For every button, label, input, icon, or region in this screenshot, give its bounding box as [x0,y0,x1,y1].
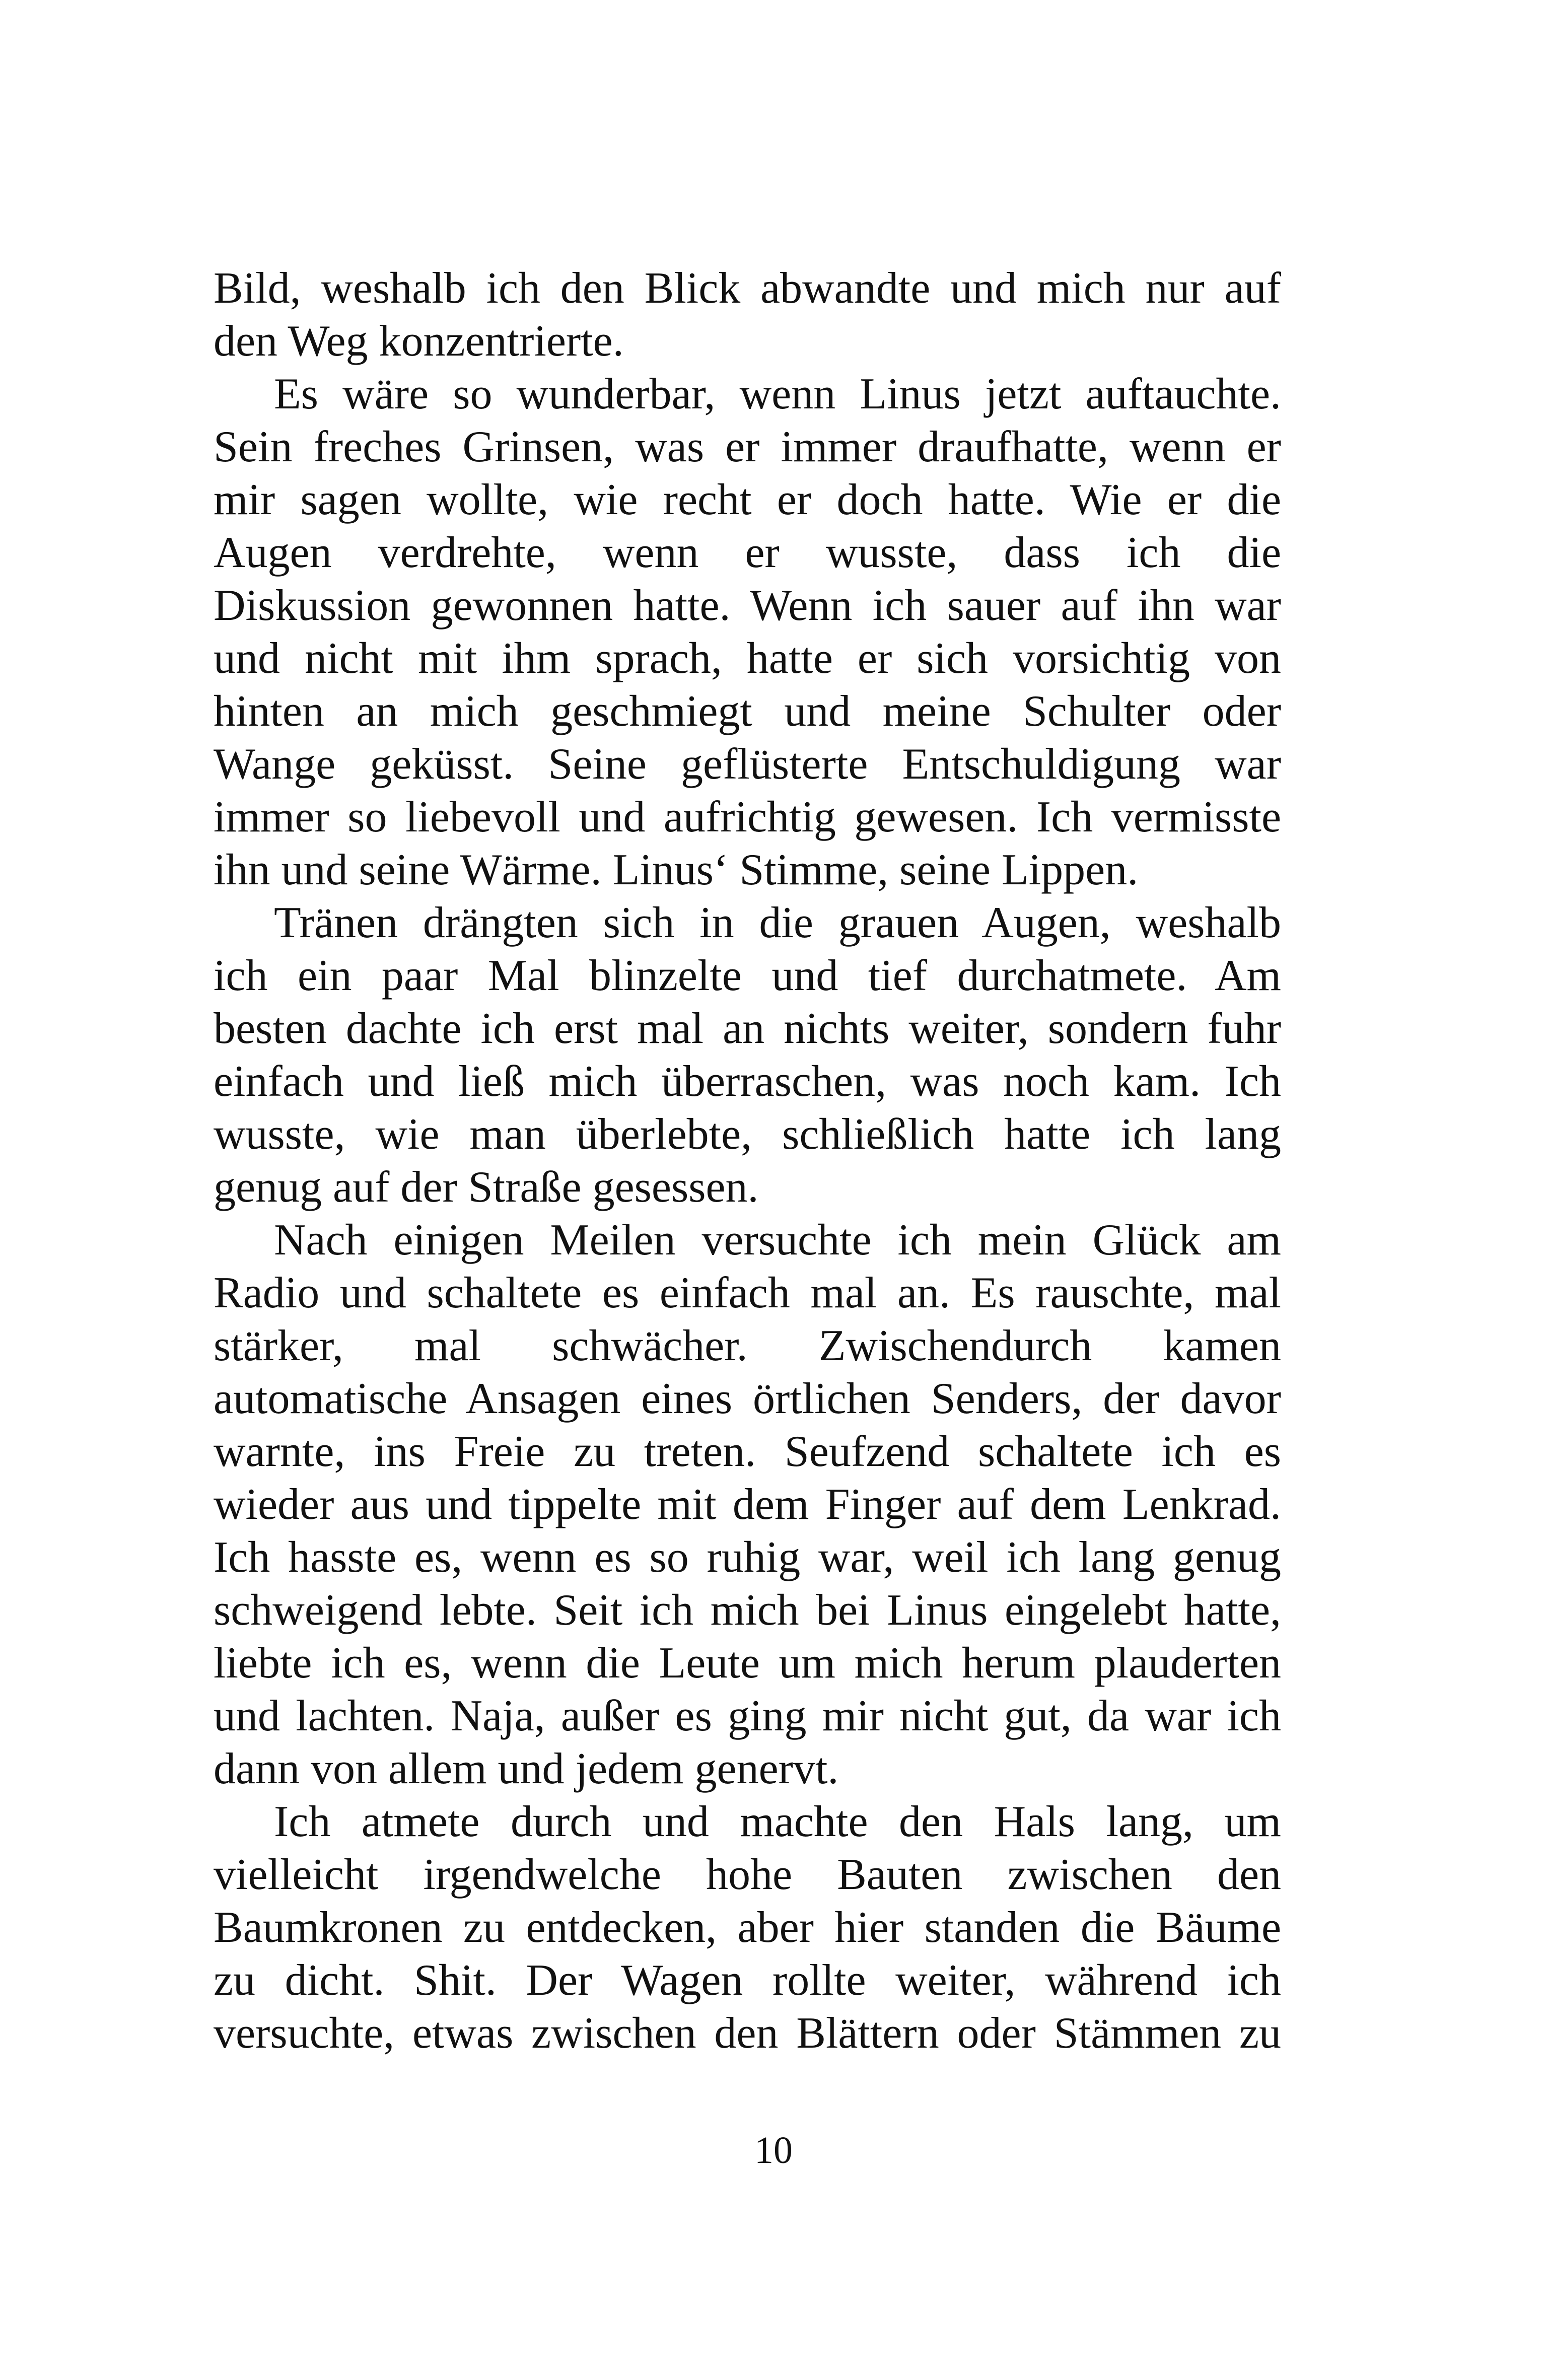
text-line: Baumkronen zu entdecken, aber hier standen die Bäume [214,1903,1281,1952]
text-line: Ich atmete durch und machte den Hals lang, um [274,1797,1281,1846]
text-line: versuchte, etwas zwischen den Blättern oder Stämmen zu [214,2009,1281,2058]
text-line: liebte ich es, wenn die Leute um mich herum plauderten [214,1639,1281,1688]
text-line: Nach einigen Meilen versuchte ich mein Glück am [274,1216,1281,1265]
text-line: Ich hasste es, wenn es so ruhig war, weil ich lang genug [214,1533,1281,1582]
text-line: und lachten. Naja, außer es ging mir nicht gut, da war ich [214,1692,1281,1740]
text-line: wusste, wie man überlebte, schließlich hatte ich lang [214,1110,1281,1159]
body-text [214,262,1281,2060]
text-line: mir sagen wollte, wie recht er doch hatte. Wie er die [214,475,1281,524]
text-line: genug auf der Straße gesessen. [214,1163,759,1212]
text-line: hinten an mich geschmiegt und meine Schulter oder [214,687,1281,736]
text-line: automatische Ansagen eines örtlichen Senders, der davor [214,1374,1281,1423]
text-line: einfach und ließ mich überraschen, was noch kam. Ich [214,1057,1281,1106]
text-line: den Weg konzentrierte. [214,317,624,366]
text-line: zu dicht. Shit. Der Wagen rollte weiter, während ich [214,1956,1281,2005]
text-line: Es wäre so wunderbar, wenn Linus jetzt auftauchte. [274,370,1281,418]
text-line: dann von allem und jedem genervt. [214,1744,839,1793]
text-line: immer so liebevoll und aufrichtig gewesen. Ich vermisste [214,793,1281,842]
text-line: Bild, weshalb ich den Blick abwandte und mich nur auf [214,264,1281,313]
text-line: Diskussion gewonnen hatte. Wenn ich sauer auf ihn war [214,581,1281,630]
text-line: Tränen drängten sich in die grauen Augen, weshalb [274,898,1281,947]
text-line: Radio und schaltete es einfach mal an. Es rauschte, mal [214,1269,1281,1317]
text-line: ich ein paar Mal blinzelte und tief durchatmete. Am [214,951,1281,1000]
text-line: Augen verdrehte, wenn er wusste, dass ich die [214,528,1281,577]
text-line: vielleicht irgendwelche hohe Bauten zwischen den [214,1850,1281,1899]
text-line: schweigend lebte. Seit ich mich bei Linus eingelebt hatte, [214,1586,1281,1635]
text-line: Wange geküsst. Seine geflüsterte Entschuldigung war [214,740,1281,789]
text-line: besten dachte ich erst mal an nichts weiter, sondern fuhr [214,1004,1281,1053]
text-line: und nicht mit ihm sprach, hatte er sich vorsichtig von [214,634,1281,683]
text-line: stärker, mal schwächer. Zwischendurch kamen [214,1321,1281,1370]
text-line: warnte, ins Freie zu treten. Seufzend schaltete ich es [214,1427,1281,1476]
text-line: ihn und seine Wärme. Linus‘ Stimme, seine Lippen. [214,846,1139,894]
text-line: wieder aus und tippelte mit dem Finger auf dem Lenkrad. [214,1480,1281,1529]
page-number: 10 [754,2129,793,2172]
text-line: Sein freches Grinsen, was er immer draufhatte, wenn er [214,423,1281,471]
